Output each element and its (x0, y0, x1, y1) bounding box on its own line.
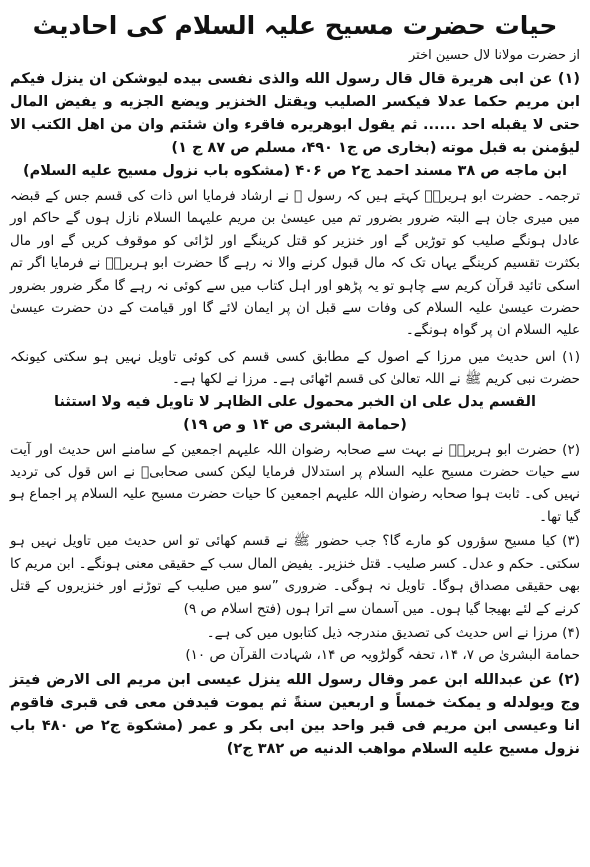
hadith-1-references: ابن ماجه ص ۳۸ مسند احمد ج۲ ص ۴۰۶ (مشکوه باب نزول مسیح علیه السلام) (23, 163, 567, 179)
hadith-1-text: (۱) عن ابی هریرة قال قال رسول الله والذی نفسی بیده لیوشکن ان ینزل فیکم ابن مریم حکما عدلا فیکسر الصلیب ویقتل الخنزیر ویضع الجزیه و یفیض المال حتی لا یقبله احد ...... ثم یقول ابوهریره فاقرء وان شئتم وان من اهل الکتب الا لیؤمنن به قبل موته (بخاری ص ج۱ ۴۹۰، مسلم ص ۸۷ ج ۱) (10, 71, 580, 156)
point-2: (۲) حضرت ابو ہریرہؓ نے بہت سے صحابہ رضوان اللہ علیہم اجمعین کے سامنے اس حدیث اور آیت سے حیات حضرت مسیح علیہ السلام پر استدلال فرمایا لیکن کسی صحابیؓ نے اس قول کی تردید نہیں کی۔ ثابت ہوا صحابہ رضوان اللہ علیہم اجمعین کا حیات حضرت مسیح علیہ السلام پر اجماع ہو گیا تھا۔ (10, 441, 580, 525)
point-4: (۴) مرزا نے اس حدیث کی تصدیق مندرجہ ذیل کتابوں میں کی ہے۔ (206, 624, 580, 641)
author-line: از حضرت مولانا لال حسین اختر (409, 48, 580, 63)
hadith-2-text: (۲) عن عبدالله ابن عمر وقال رسول الله ینزل عیسی ابن مریم الی الارض فیتز وج ویولدله و یمکث خمساً و اربعین سنةً ثم یموت فیدفن معی فی قبری فاقوم انا وعیسی ابن مریم فی قبر واحد بین ابی بکر و عمر (مشکوة ج۲ ص ۴۸۰ باب نزول مسیح علیه السلام مواهب الدنیه ص ۳۸۲ ج۲) (10, 671, 581, 757)
point-1: (۱) اس حدیث میں مرزا کے اصول کے مطابق کسی قسم کی کوئی تاویل نہیں ہو سکتی کیونکہ حضرت نبی کریم ﷺ نے اللہ تعالیٰ کی قسم اٹھائی ہے۔ مرزا نے لکھا ہے۔ (10, 348, 580, 388)
quote-arabic: القسم یدل علی ان الخبر محمول علی الظاہر لا تاویل فیه ولا استثنا (54, 393, 536, 410)
quote-reference: (حمامة البشری ص ۱۴ و ص ۱۹) (183, 416, 407, 433)
page-title: حیات حضرت مسیح علیہ السلام کی احادیث (32, 11, 558, 40)
point-3: (۳) کیا مسیح سؤروں کو مارے گا؟ جب حضور ﷺ نے قسم کھائی تو اس حدیث میں تاویل نہیں ہو سکتی۔ حکم و عدل۔ کسر صلیب۔ قتل خنزیر۔ یفیض المال سب کے حقیقی معنی ہونگے۔ ابن مریم کا بھی حقیقی مصداق ہوگا۔ تاویل نہ ہوگی۔ ضروری ”سو میں صلیب کے توڑنے اور خنزیروں کے قتل کرنے کے لئے بھیجا گیا ہوں۔ میں آسمان سے اترا ہوں (فتح اسلام ص ۹) (10, 533, 580, 617)
translation-paragraph: ترجمہ۔ حضرت ابو ہریرہؓ کہتے ہیں کہ رسول ﷺ نے ارشاد فرمایا اس ذات کی قسم جس کے قبضہ میں میری جان ہے البتہ ضرور بضرور تم میں عیسیٰ بن مریم علیہما السلام نازل ہوں گے حاکم اور عادل ہونگے صلیب کو توڑیں گے اور خنزیر کو قتل کرینگے اور لڑائی کو موقوف کریں گے اور مال بکثرت تقسیم کرینگے یہاں تک کہ مال قبول کرنے والا نہ رہے گا حضرت ابو ہریرہؓ نے فرمایا اگر تم اسکی تائید قرآن کریم سے چاہو تو یہ پڑھو اور اہل کتاب میں سے کوئی نہ رہے گا مگر ضرور بضرور حضرت عیسیٰ علیہ السلام کی وفات سے قبل ان پر ایمان لائے گا اور قیامت کے دن حضرت عیسیٰ علیہ السلام ان پر گواہ ہونگے۔ (10, 188, 580, 339)
point-4-references: حمامة البشریٰ ص ۷، ۱۴، تحفہ گولڑویہ ص ۱۴، شہادت القرآن ص ۱۰) (185, 647, 580, 664)
